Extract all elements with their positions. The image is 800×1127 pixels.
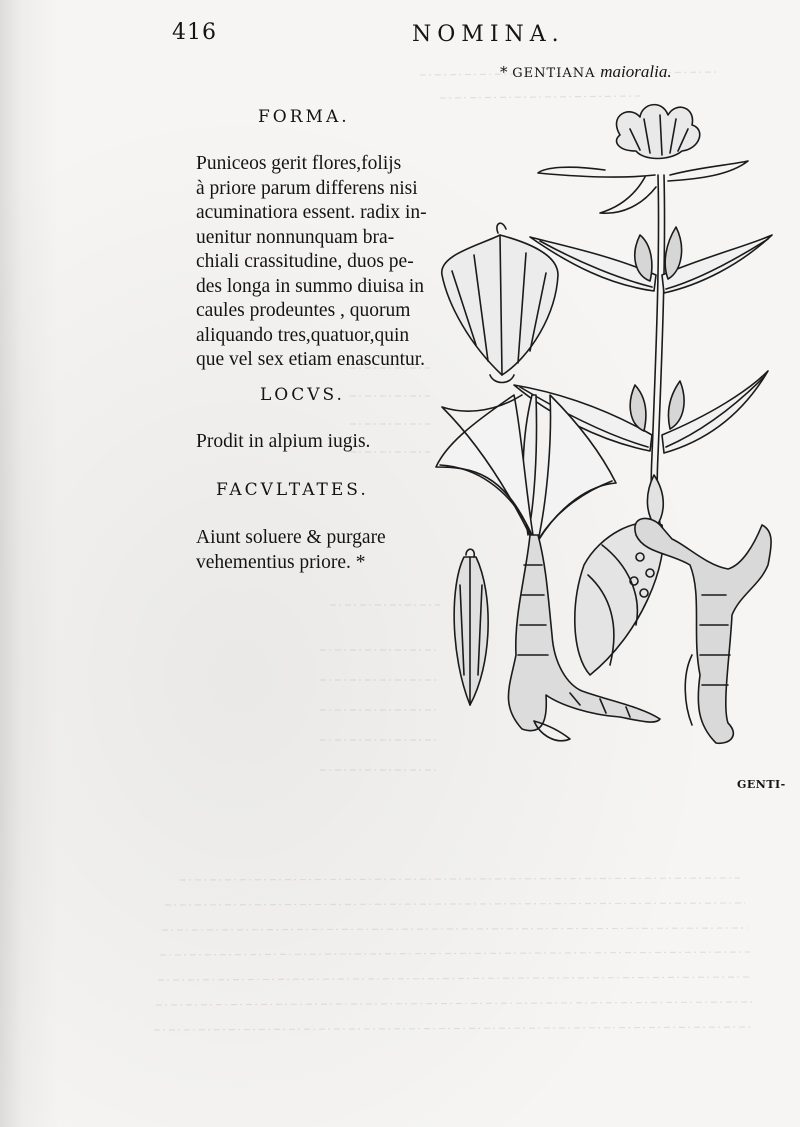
text-line: des longa in summo diuisa in: [196, 275, 425, 297]
text-line: que vel sex etiam enascuntur.: [196, 349, 426, 370]
text-line: vehementius priore. *: [196, 551, 366, 573]
text-line: à priore parum differens nisi: [196, 177, 418, 199]
note-marker: *: [500, 63, 508, 81]
section-body-forma: [196, 152, 431, 373]
text-line: Prodit in alpium iugis.: [196, 431, 371, 452]
note-suffix: maioralia.: [600, 62, 672, 81]
text-line: aliquando tres,quatuor,quin: [196, 324, 410, 346]
text-line: acuminatiora essent. radix in-: [196, 202, 427, 223]
section-heading-forma: FORMA.: [258, 107, 350, 127]
text-line: Aiunt soluere & purgare: [196, 527, 386, 548]
text-line: uenitur nonnunquam bra-: [196, 226, 395, 248]
running-title: NOMINA.: [412, 22, 565, 47]
text-line: Puniceos gerit flores,folijs: [196, 153, 402, 174]
section-body-locus: [196, 430, 431, 455]
section-heading-locus: LOCVS.: [260, 385, 345, 405]
section-body-facultates: [196, 526, 431, 575]
marginal-note: [500, 62, 672, 82]
page-number: 416: [172, 20, 217, 45]
catchword: GENTI-: [737, 778, 786, 791]
gentian-plant-woodcut-icon: [430, 95, 780, 755]
section-heading-facultates: FACVLTATES.: [216, 480, 369, 500]
text-line: caules prodeuntes , quorum: [196, 300, 411, 321]
text-line: chiali crassitudine, duos pe-: [196, 251, 414, 272]
note-name: GENTIANA: [512, 66, 596, 81]
